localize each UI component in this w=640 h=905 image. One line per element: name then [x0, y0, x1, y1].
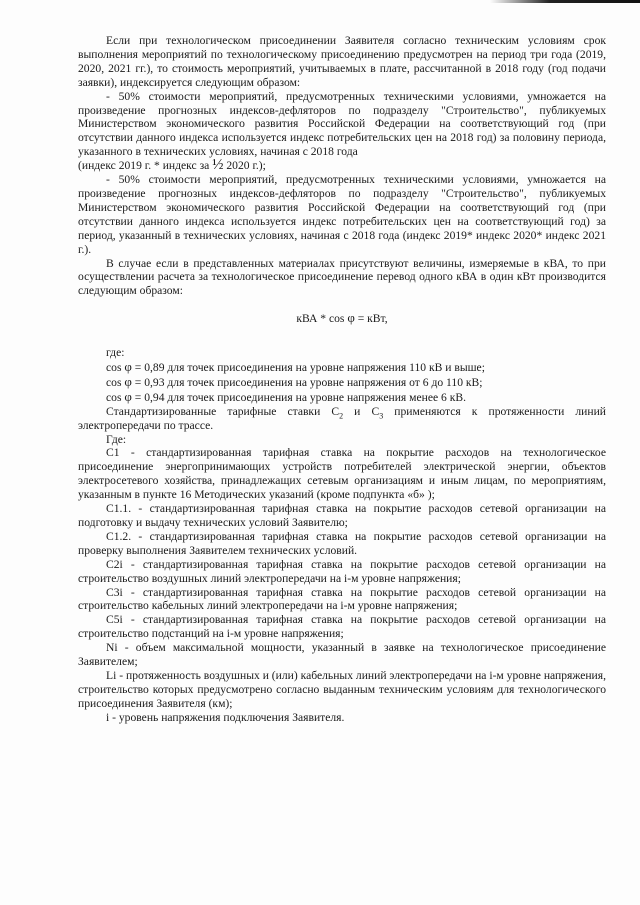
definition-c1-2: С1.2. - стандартизированная тарифная ставка на покрытие расходов сетевой организации на проверку выполнения Заявителем технических условий.	[78, 529, 606, 557]
document-page	[78, 34, 606, 725]
cos-line-below-6: cos φ = 0,94 для точек присоединения на уровне напряжения менее 6 кВ.	[106, 388, 466, 404]
definition-ni: Ni - объем максимальной мощности, указанный в заявке на технологическое присоединение Заявителем;	[78, 641, 606, 669]
definition-i: i - уровень напряжения подключения Заявителя.	[106, 710, 345, 724]
definition-c2i: С2i - стандартизированная тарифная ставка на покрытие расходов сетевой организации на строительство воздушных линий электропередачи на i-м уровне напряжения;	[78, 557, 606, 585]
conversion-formula: кВА * cos φ = кВт,	[296, 310, 388, 326]
definition-c3i: С3i - стандартизированная тарифная ставка на покрытие расходов сетевой организации на строительство кабельных линий электропередачи на i-м уровне напряжения;	[78, 585, 606, 613]
phi-symbol: φ	[347, 310, 355, 326]
paragraph-index-half-period: (индекс 2019 г. * индекс за ½ 2020 г.);	[78, 157, 266, 174]
definition-c5i: С5i - стандартизированная тарифная ставка на покрытие расходов сетевой организации на строительство подстанций на i-м уровне напряжения;	[78, 613, 606, 641]
cos-line-6-110: cos φ = 0,93 для точек присоединения на уровне напряжения от 6 до 110 кВ;	[106, 373, 483, 389]
where-label-2: Где:	[106, 432, 127, 446]
cos-line-110: cos φ = 0,89 для точек присоединения на уровне напряжения 110 кВ и выше;	[106, 359, 485, 375]
paragraph-half-cost-second: - 50% стоимости мероприятий, предусмотренных техническими условиями, умножается на произведение прогнозных индексов-дефляторов по подразделу "Строительство", публикуемых Министерством экономического развития Российской Федерации на соответствующий год (при отсутствии данного индекса используется индекс потребительских цен на соответствующий год) за период, указанный в технических условиях, начиная с 2018 года (индекс 2019* индекс 2020* индекс 2021 г.).	[78, 173, 606, 256]
definition-c1-1: С1.1. - стандартизированная тарифная ставка на покрытие расходов сетевой организации на подготовку и выдачу технических условий Заявителю;	[78, 502, 606, 529]
paragraph-rates-c2-c3: Стандартизированные тарифные ставки $С_2$ и $С_3$ применяются к протяженности линий электропередачи по трассе.	[78, 404, 606, 432]
definition-li: Li - протяженность воздушных и (или) кабельных линий электропередачи на i-м уровне напряжения, строительство которых предусмотрено согласно выданным техническим условиям для технологического присоединения Заявителя (км);	[78, 668, 606, 710]
scan-edge-mark	[490, 0, 640, 3]
paragraph-kva-conversion: В случае если в представленных материалах присутствуют величины, измеряемые в кВА, то при осуществлении расчета за технологическое присоединение перевод одного кВА в один кВт производится следующим образом:	[78, 256, 606, 298]
where-label: где:	[106, 346, 125, 360]
paragraph-indexation-intro: Если при технологическом присоединении Заявителя согласно техническим условиям срок выполнения мероприятий по технологическому присоединению предусмотрен на период три года (2019, 2020, 2021 гг.), то стоимость мероприятий, учитываемых в плате, рассчитанной в 2018 году (год подачи заявки), индексируется следующим образом:	[78, 34, 606, 89]
definition-c1: С1 - стандартизированная тарифная ставка на покрытие расходов на технологическое присоединение энергопринимающих устройств потребителей электрической энергии, объектов электросетевого хозяйства, принадлежащих сетевым организациям и иным лицам, по мероприятиям, указанным в пункте 16 Методических указаний (кроме подпункта «б» );	[78, 446, 606, 502]
paragraph-half-cost-first: - 50% стоимости мероприятий, предусмотренных техническими условиями, умножается на произведение прогнозных индексов-дефляторов по подразделу "Строительство", публикуемых Министерством экономического развития Российской Федерации на соответствующий год (при отсутствии данного индекса используется индекс потребительских цен на 2018 год) за половину периода, указанного в технических условиях, начиная с 2018 года	[78, 89, 606, 159]
fraction-half: ½	[212, 157, 224, 174]
